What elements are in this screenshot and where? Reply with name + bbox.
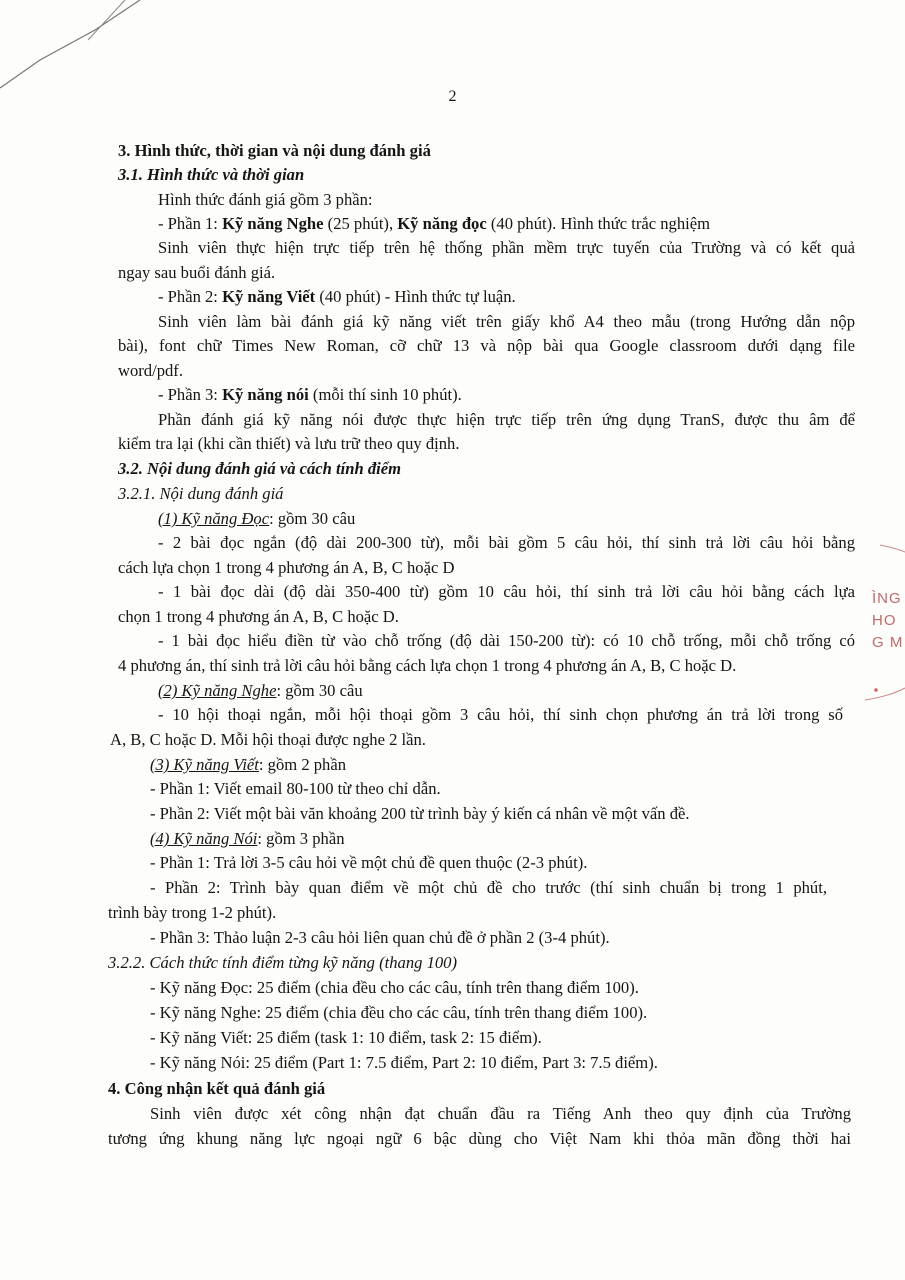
format-intro: Hình thức đánh giá gồm 3 phần:	[158, 190, 373, 209]
section-4-line-1: Sinh viên được xét công nhận đạt chuẩn đầu ra Tiếng Anh theo quy định của Trường	[150, 1104, 851, 1123]
section-3-2-2-heading: 3.2.2. Cách thức tính điểm từng kỹ năng (thang 100)	[108, 953, 458, 972]
part-1-desc-2: ngay sau buổi đánh giá.	[118, 263, 276, 282]
listening-heading	[158, 680, 363, 702]
section-3-heading: 3. Hình thức, thời gian và nội dung đánh giá	[118, 141, 431, 160]
part-1-desc-1: Sinh viên thực hiện trực tiếp trên hệ thống phần mềm trực tuyến của Trường và có kết quả	[158, 238, 855, 257]
part-2-line	[158, 286, 516, 308]
speaking-item-3: - Phần 3: Thảo luận 2-3 câu hỏi liên quan chủ đề ở phần 2 (3-4 phút).	[150, 928, 610, 947]
reading-heading	[158, 508, 355, 530]
stamp-fragment-3: G M	[872, 634, 904, 651]
part-2-prefix: - Phần 2:	[158, 287, 223, 306]
page-number: 2	[448, 88, 457, 105]
reading-count: : gồm 30 câu	[269, 509, 356, 528]
part-2-desc-3: word/pdf.	[118, 361, 183, 380]
part-1-suffix: (40 phút). Hình thức trắc nghiệm	[486, 214, 710, 233]
speaking-heading	[150, 828, 345, 850]
part-3-desc-2: kiểm tra lại (khi cần thiết) và lưu trữ theo quy định.	[118, 434, 460, 453]
part-1-skill-listening: Kỹ năng Nghe	[222, 214, 324, 233]
listening-title: (2) Kỹ năng Nghe	[158, 681, 277, 700]
score-reading: - Kỹ năng Đọc: 25 điểm (chia đều cho các câu, tính trên thang điểm 100).	[150, 978, 639, 997]
reading-item-2a: - 1 bài đọc dài (độ dài 350-400 từ) gồm 10 câu hỏi, thí sinh trả lời câu hỏi bằng cách lựa	[158, 582, 855, 601]
writing-item-1: - Phần 1: Viết email 80-100 từ theo chỉ dẫn.	[150, 779, 441, 798]
section-3-2-heading: 3.2. Nội dung đánh giá và cách tính điểm	[118, 459, 402, 478]
part-1-line	[158, 213, 710, 235]
writing-title: (3) Kỹ năng Viết	[150, 755, 259, 774]
part-2-skill-writing: Kỹ năng Viết	[222, 287, 316, 306]
listening-item-1b: A, B, C hoặc D. Mỗi hội thoại được nghe 2 lần.	[110, 730, 426, 749]
speaking-item-2a: - Phần 2: Trình bày quan điểm về một chủ đề cho trước (thí sinh chuẩn bị trong 1 phút,	[150, 878, 827, 897]
reading-item-1a: - 2 bài đọc ngắn (độ dài 200-300 từ), mỗi bài gồm 5 câu hỏi, thí sinh trả lời câu hỏi bằng	[158, 533, 855, 552]
section-4-line-2: tương ứng khung năng lực ngoại ngữ 6 bậc dùng cho Việt Nam khi thỏa mãn đồng thời hai	[108, 1129, 851, 1148]
part-3-skill-speaking: Kỹ năng nói	[222, 385, 309, 404]
writing-item-2: - Phần 2: Viết một bài văn khoảng 200 từ trình bày ý kiến cá nhân về một vấn đề.	[150, 804, 690, 823]
reading-item-3a: - 1 bài đọc hiểu điền từ vào chỗ trống (độ dài 150-200 từ): có 10 chỗ trống, mỗi chỗ trống có	[158, 631, 855, 650]
stamp-fragment-2: HO	[872, 612, 897, 629]
part-2-desc-1: Sinh viên làm bài đánh giá kỹ năng viết trên giấy khổ A4 theo mẫu (trong Hướng dẫn nộp	[158, 312, 855, 331]
part-2-desc-2: bài), font chữ Times New Roman, cỡ chữ 13 và nộp bài qua Google classroom dưới dạng file	[118, 336, 855, 355]
listening-count: : gồm 30 câu	[276, 681, 363, 700]
reading-title: (1) Kỹ năng Đọc	[158, 509, 270, 528]
speaking-title: (4) Kỹ năng Nói	[150, 829, 258, 848]
speaking-item-1: - Phần 1: Trả lời 3-5 câu hỏi về một chủ đề quen thuộc (2-3 phút).	[150, 853, 588, 872]
reading-item-1b: cách lựa chọn 1 trong 4 phương án A, B, C hoặc D	[118, 558, 455, 577]
speaking-count: : gồm 3 phần	[257, 829, 345, 848]
score-speaking: - Kỹ năng Nói: 25 điểm (Part 1: 7.5 điểm, Part 2: 10 điểm, Part 3: 7.5 điểm).	[150, 1053, 658, 1072]
stamp-fragment-1: ÌNG	[872, 590, 902, 607]
part-3-line	[158, 384, 462, 406]
section-3-2-1-heading: 3.2.1. Nội dung đánh giá	[118, 484, 284, 503]
score-writing: - Kỹ năng Viết: 25 điểm (task 1: 10 điểm, task 2: 15 điểm).	[150, 1028, 542, 1047]
reading-item-2b: chọn 1 trong 4 phương án A, B, C hoặc D.	[118, 607, 399, 626]
part-1-prefix: - Phần 1:	[158, 214, 223, 233]
part-2-suffix: (40 phút) - Hình thức tự luận.	[315, 287, 516, 306]
section-4-heading: 4. Công nhận kết quả đánh giá	[108, 1079, 326, 1098]
part-3-prefix: - Phần 3:	[158, 385, 223, 404]
reading-item-3b: 4 phương án, thí sinh trả lời câu hỏi bằng cách lựa chọn 1 trong 4 phương án A, B, C hoặc D.	[118, 656, 737, 675]
part-3-suffix: (mỗi thí sinh 10 phút).	[308, 385, 462, 404]
listening-item-1a: - 10 hội thoại ngắn, mỗi hội thoại gồm 3 câu hỏi, thí sinh chọn phương án trả lời trong số	[158, 705, 843, 724]
part-1-skill-reading: Kỹ năng đọc	[397, 214, 487, 233]
section-3-1-heading: 3.1. Hình thức và thời gian	[118, 165, 305, 184]
part-1-mid: (25 phút),	[323, 214, 398, 233]
speaking-item-2b: trình bày trong 1-2 phút).	[108, 903, 277, 922]
score-listening: - Kỹ năng Nghe: 25 điểm (chia đều cho các câu, tính trên thang điểm 100).	[150, 1003, 648, 1022]
writing-count: : gồm 2 phần	[258, 755, 347, 774]
part-3-desc-1: Phần đánh giá kỹ năng nói được thực hiện trực tiếp trên ứng dụng TranS, được thu âm để	[158, 410, 855, 429]
writing-heading	[150, 754, 346, 776]
